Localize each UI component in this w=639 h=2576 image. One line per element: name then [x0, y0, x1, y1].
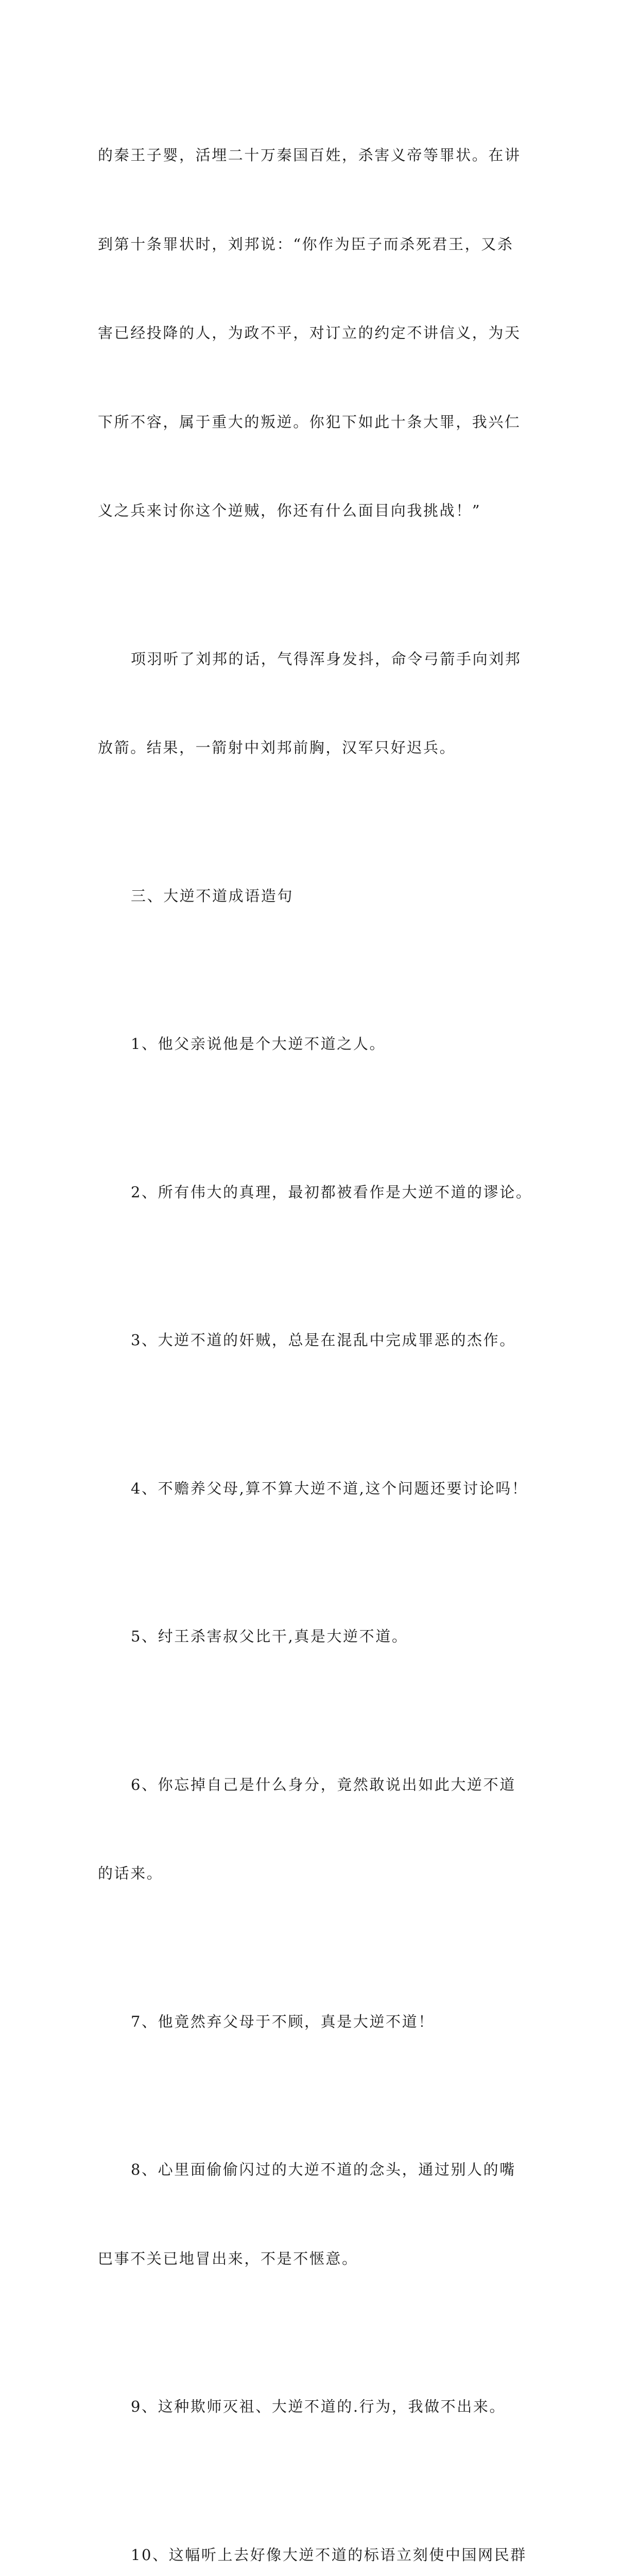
paragraph-xiang-yu-reaction: [98, 585, 546, 822]
example-sentence-7: [98, 1948, 546, 2096]
text-line: 4、不赡养父母,算不算大逆不道,这个问题还要讨论吗！: [98, 1474, 546, 1504]
text-line: 1、他父亲说他是个大逆不道之人。: [98, 1029, 546, 1059]
text-line: 的话来。: [98, 1859, 546, 1889]
example-sentence-1: [98, 970, 546, 1118]
example-sentence-4: [98, 1415, 546, 1563]
text-line: 的秦王子婴，活埋二十万秦国百姓，杀害义帝等罪状。在讲: [98, 141, 546, 171]
example-sentence-5: [98, 1563, 546, 1711]
text-line: 项羽听了刘邦的话，气得浑身发抖，命令弓箭手向刘邦: [98, 645, 546, 674]
document-page: [0, 0, 639, 904]
text-line: 巴事不关已地冒出来，不是不惬意。: [98, 2244, 546, 2274]
text-line: 6、你忘掉自己是什么身分，竟然敢说出如此大逆不道: [98, 1770, 546, 1800]
example-sentence-3: [98, 1266, 546, 1415]
paragraph-crimes-list: [98, 81, 546, 585]
example-sentence-6: [98, 1711, 546, 1948]
text-line: 放箭。结果，一箭射中刘邦前胸，汉军只好迟兵。: [98, 733, 546, 763]
document-body: [98, 81, 546, 2576]
text-line: 到第十条罪状时，刘邦说：“你作为臣子而杀死君王，又杀: [98, 230, 546, 260]
example-sentence-2: [98, 1118, 546, 1267]
text-line: 2、所有伟大的真理，最初都被看作是大逆不道的谬论。: [98, 1178, 546, 1208]
text-line: 9、这种欺师灭祖、大逆不道的.行为，我做不出来。: [98, 2392, 546, 2422]
text-line: 8、心里面偷偷闪过的大逆不道的念头，通过别人的嘴: [98, 2155, 546, 2185]
text-line: 下所不容，属于重大的叛逆。你犯下如此十条大罪，我兴仁: [98, 408, 546, 437]
text-line: 7、他竟然弃父母于不顾，真是大逆不道！: [98, 2007, 546, 2037]
example-sentence-9: [98, 2333, 546, 2481]
section-heading: [98, 822, 546, 971]
text-line: 3、大逆不道的奸贼，总是在混乱中完成罪恶的杰作。: [98, 1326, 546, 1355]
example-sentence-10: [98, 2481, 546, 2576]
example-sentence-8: [98, 2096, 546, 2333]
section-heading-text: 三、大逆不道成语造句: [98, 882, 546, 911]
text-line: 害已经投降的人，为政不平，对订立的约定不讲信义，为天: [98, 318, 546, 348]
text-line: 义之兵来讨你这个逆贼，你还有什么面目向我挑战！”: [98, 496, 546, 526]
text-line: 5、纣王杀害叔父比干,真是大逆不道。: [98, 1622, 546, 1652]
text-line: 10、这幅听上去好像大逆不道的标语立刻使中国网民群: [98, 2540, 546, 2570]
